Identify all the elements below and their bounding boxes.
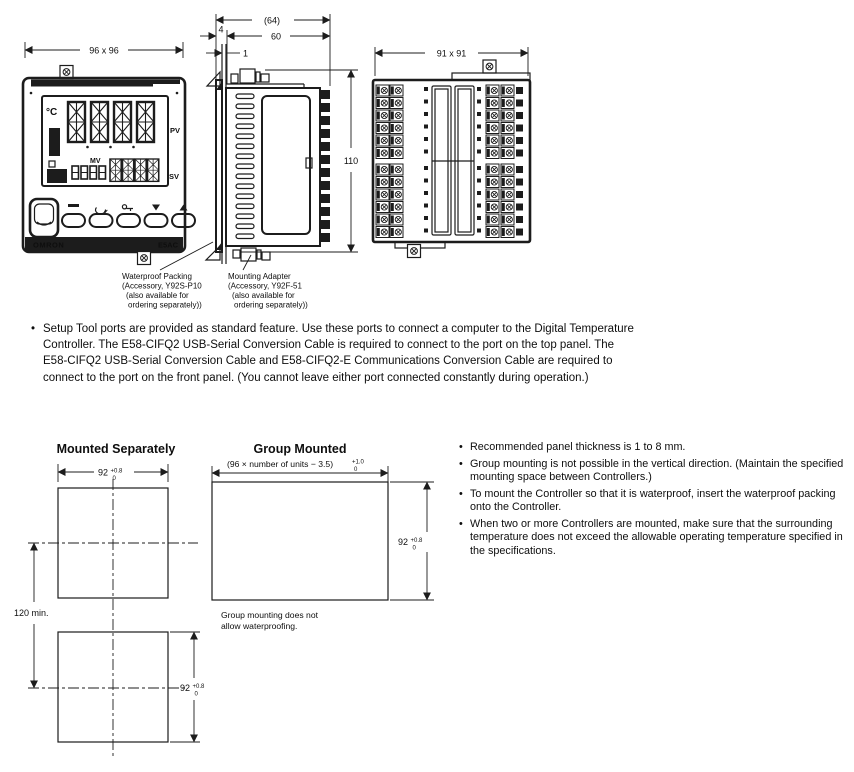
dimension-drawings <box>0 0 854 320</box>
sv-label: SV <box>169 172 180 181</box>
cutout-height-tol-minus: 0 <box>194 691 198 698</box>
front-key-buttons <box>62 214 195 227</box>
cutout-height-tol-plus: +0.8 <box>192 684 205 690</box>
side-view-drawing <box>200 14 358 264</box>
pv-label: PV <box>170 126 181 135</box>
callout-line: (Accessory, Y92F-51 <box>228 281 302 291</box>
callout-line: (Accessory, Y92S-P10 <box>122 281 202 291</box>
mv-bar-display <box>72 166 106 179</box>
mounted-separately-diagram <box>14 442 205 757</box>
group-cutout-rect <box>212 482 388 600</box>
screw-icon <box>138 252 151 265</box>
rear-view-drawing <box>373 47 530 258</box>
group-mounted-title: Group Mounted <box>253 442 347 456</box>
sv-digit-display <box>110 159 159 181</box>
side-front-protrusion-dimension: 4 <box>218 24 224 35</box>
cutout-width-tol-plus: +0.8 <box>110 468 123 475</box>
model-badge: E5AC <box>157 240 178 250</box>
front-view-drawing <box>23 42 195 265</box>
setup-port-cover <box>30 199 58 237</box>
group-width-tol-plus: +1.0 <box>352 459 364 466</box>
panel-cutout-diagrams <box>0 430 460 772</box>
callout-line: (also available for <box>232 291 295 300</box>
top-setup-port <box>231 69 269 83</box>
mounting-note: • Group mounting is not possible in the vertical direction. (Maintain the specified mounting space between Controllers.) <box>459 458 854 485</box>
group-height-tol-plus: +0.8 <box>410 538 423 544</box>
screw-icon <box>483 60 496 73</box>
callout-line: Mounting Adapter <box>228 272 291 281</box>
screw-icon <box>408 245 421 258</box>
mounting-note: • When two or more Controllers are mounted, make sure that the surrounding temperature does not exceed the allowable operating temperature specified in the specifications. <box>459 518 854 558</box>
group-width-formula: (96 × number of units − 3.5) <box>227 459 334 469</box>
mv-label: MV <box>90 158 101 165</box>
unit-indicator: °C <box>46 107 58 118</box>
callout-mounting-adapter <box>228 255 308 310</box>
group-height-tol-minus: 0 <box>412 545 416 552</box>
level-key-icon <box>68 204 79 207</box>
group-note-line: Group mounting does not <box>221 610 318 620</box>
front-width-dimension: 96 x 96 <box>89 45 119 56</box>
side-height-dimension: 110 <box>343 156 359 166</box>
setup-tool-note: • Setup Tool ports are provided as standard feature. Use these ports to connect a computer to the Digital Temperature Controller. The E58-CIFQ2 USB-Serial Conversion Cable is required to connect to the port on the top panel. The E58-CIFQ2 USB-Serial Conversion Cable and E58-CIFQ2-E Communications Conversion Cable are required to connect to the port on the front panel. (You cannot leave either port connected constantly during operation.) <box>30 321 641 386</box>
mounting-note: • Recommended panel thickness is 1 to 8 mm. <box>459 441 854 454</box>
cutout-width-tol-minus: 0 <box>112 476 116 482</box>
group-height-value: 92 <box>398 537 409 547</box>
rear-size-dimension: 91 x 91 <box>436 48 467 59</box>
side-overall-depth-dimension: (64) <box>263 15 281 26</box>
group-width-tol-minus: 0 <box>354 467 358 473</box>
side-packing-gap-dimension: 1 <box>243 48 249 59</box>
cutout-width-value: 92 <box>98 467 109 478</box>
mounting-adapter-screw <box>233 248 270 261</box>
group-note-line: allow waterproofing. <box>221 621 298 631</box>
side-behind-panel-dimension: 60 <box>270 31 282 42</box>
callout-line: (also available for <box>126 291 189 300</box>
callout-line: ordering separately)) <box>128 300 202 310</box>
mounting-note: • To mount the Controller so that it is waterproof, insert the waterproof packing onto the Controller. <box>459 488 854 515</box>
down-key-icon <box>152 205 160 211</box>
vertical-pitch-dimension: 120 min. <box>14 608 49 618</box>
callout-line: ordering separately)) <box>234 300 308 310</box>
brand-logo: OMRON <box>33 240 65 250</box>
screw-icon <box>60 66 73 79</box>
pv-digit-display <box>68 102 154 148</box>
group-mounted-diagram <box>212 442 434 631</box>
mounting-notes-list <box>459 441 854 561</box>
mode-key-icon <box>96 208 108 214</box>
cutout-height-value: 92 <box>180 683 191 693</box>
callout-line: Waterproof Packing <box>122 272 192 281</box>
shift-key-icon <box>122 205 133 211</box>
mounted-separately-title: Mounted Separately <box>56 442 176 456</box>
